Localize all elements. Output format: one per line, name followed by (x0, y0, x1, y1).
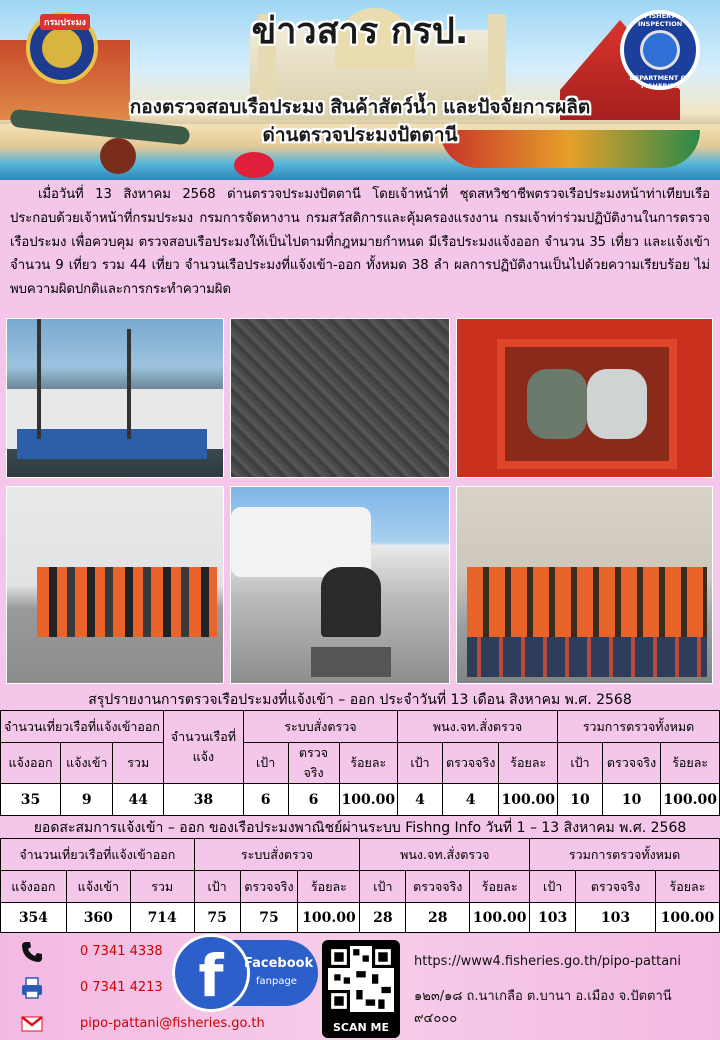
value-in: 360 (66, 903, 130, 933)
header-trips: จำนวนเที่ยวเรือที่แจ้งเข้าออก (1, 839, 195, 871)
value-officer-target: 4 (398, 784, 443, 816)
subheader-percent: ร้อยละ (499, 743, 558, 784)
header-officer-order: พนง.จท.สั่งตรวจ (398, 711, 558, 743)
subheader-percent: ร้อยละ (298, 871, 360, 903)
subheader-actual: ตรวจจริง (288, 743, 339, 784)
value-total-target: 103 (530, 903, 576, 933)
value-vessels: 38 (164, 784, 244, 816)
intro-paragraph: เมื่อวันที่ 13 สิงหาคม 2568 ด่านตรวจประมงปัตตานี โดยเจ้าหน้าที่ ชุดสหวิชาชีพตรวจเรือประมงหน้าท่าเทียบเรือ ประกอบด้วยเจ้าหน้าที่กรมประมง กรมการจัดหางาน กรมสวัสดิการและคุ้มครองแรงงาน กรมเจ้าท่าร่วมปฏิบัติงานในการตรวจเรือประมง เพื่อควบคุม ตรวจสอบเรือประมงให้เป็นไปตามที่กฎหมายกำหนด มีเรือประมงแจ้งออก จำนวน 35 เที่ยว และแจ้งเข้า จำนวน 9 เที่ยว รวม 44 เที่ยว จำนวนเรือประมงที่แจ้งเข้า-ออก ทั้งหมด 38 ลำ ผลการปฏิบัติงานเป็นไปด้วยความเรียบร้อย ไม่พบความผิดปกติและการกระทำความผิด (10, 187, 710, 298)
subheader-actual: ตรวจจริง (442, 743, 499, 784)
contact-footer (0, 934, 720, 1040)
qr-code-icon (328, 946, 394, 1012)
subheader-percent: ร้อยละ (339, 743, 398, 784)
header-system-order: ระบบสั่งตรวจ (243, 711, 397, 743)
division-name: กองตรวจสอบเรือประมง สินค้าสัตว์น้ำ และปัจจัยการผลิต (129, 96, 591, 118)
value-system-actual: 75 (240, 903, 298, 933)
logo-left-text: กรมประมง (40, 14, 90, 30)
facebook-icon: f (172, 934, 250, 1012)
office-name: ด่านตรวจประมงปัตตานี (262, 124, 458, 146)
photo-document-check (230, 486, 450, 684)
subheader-percent: ร้อยละ (470, 871, 530, 903)
value-sum: 714 (130, 903, 194, 933)
logo-right-text-bottom: DEPARTMENT OF FISHERIES (629, 74, 691, 90)
subheader-target: เป้า (194, 871, 240, 903)
value-officer-actual: 28 (406, 903, 470, 933)
daily-report-table (0, 710, 720, 816)
subheader-out: แจ้งออก (1, 743, 61, 784)
value-sum: 44 (113, 784, 164, 816)
photo-crew-lineup (456, 486, 713, 684)
header-total-inspection: รวมการตรวจทั้งหมด (530, 839, 720, 871)
subheader-percent: ร้อยละ (655, 871, 719, 903)
subheader-target: เป้า (243, 743, 288, 784)
header-trips: จำนวนเที่ยวเรือที่แจ้งเข้าออก (1, 711, 164, 743)
subheader-in: แจ้งเข้า (61, 743, 113, 784)
value-officer-actual: 4 (442, 784, 499, 816)
value-out: 354 (1, 903, 67, 933)
qr-code[interactable] (322, 940, 400, 1038)
value-total-target: 10 (558, 784, 603, 816)
value-system-actual: 6 (288, 784, 339, 816)
value-total-percent: 100.00 (661, 784, 720, 816)
phone-icon (20, 940, 44, 964)
header-vessels: จำนวนเรือที่แจ้ง (164, 711, 244, 784)
fax-number[interactable]: 0 7341 4213 (80, 980, 163, 995)
subheader-percent: ร้อยละ (661, 743, 720, 784)
value-system-percent: 100.00 (298, 903, 360, 933)
value-in: 9 (61, 784, 113, 816)
subheader-in: แจ้งเข้า (66, 871, 130, 903)
subheader-sum: รวม (113, 743, 164, 784)
subheader-actual: ตรวจจริง (576, 871, 656, 903)
photo-fishing-nets (230, 318, 450, 478)
photo-fishing-boats (6, 318, 224, 478)
cumulative-report-caption: ยอดสะสมการแจ้งเข้า – ออก ของเรือประมงพาณิชย์ผ่านระบบ Fishng Info วันที่ 1 – 13 สิงหาคม พ.ศ. 2568 (33, 820, 687, 836)
subheader-sum: รวม (130, 871, 194, 903)
value-total-actual: 103 (576, 903, 656, 933)
subheader-target: เป้า (558, 743, 603, 784)
website-link[interactable]: https://www4.fisheries.go.th/pipo-pattani (414, 954, 682, 969)
phone-number-1[interactable]: 0 7341 4338 (80, 944, 163, 959)
value-system-target: 6 (243, 784, 288, 816)
subheader-target: เป้า (398, 743, 443, 784)
newsletter-title: ข่าวสาร กรป. (251, 11, 469, 52)
value-officer-percent: 100.00 (470, 903, 530, 933)
value-officer-percent: 100.00 (499, 784, 558, 816)
header-system-order: ระบบสั่งตรวจ (194, 839, 360, 871)
fax-icon (20, 976, 44, 1000)
value-total-percent: 100.00 (655, 903, 719, 933)
value-system-target: 75 (194, 903, 240, 933)
subheader-actual: ตรวจจริง (240, 871, 298, 903)
facebook-sub-label: fanpage (256, 976, 297, 987)
daily-report-caption: สรุปรายงานการตรวจเรือประมงที่แจ้งเข้า – ออก ประจำวันที่ 13 เดือน สิงหาคม พ.ศ. 2568 (88, 692, 632, 708)
photo-fish-hold (456, 318, 713, 478)
header-banner (0, 0, 720, 180)
mail-icon (20, 1012, 44, 1036)
value-system-percent: 100.00 (339, 784, 398, 816)
header-officer-order: พนง.จท.สั่งตรวจ (360, 839, 530, 871)
logo-right-text-top: FISHERY INSPECTION (637, 12, 683, 28)
facebook-label: Facebook (244, 956, 314, 971)
hibiscus-flower-icon (234, 152, 274, 178)
cumulative-report-table (0, 838, 720, 933)
subheader-target: เป้า (360, 871, 406, 903)
header-total-inspection: รวมการตรวจทั้งหมด (558, 711, 720, 743)
office-address: ๑๒๓/๑๘ ถ.นาเกลือ ต.บานา อ.เมือง จ.ปัตตานี ๙๔๐๐๐ (414, 989, 672, 1026)
email-address[interactable]: pipo-pattani@fisheries.go.th (80, 1016, 265, 1031)
subheader-target: เป้า (530, 871, 576, 903)
subheader-actual: ตรวจจริง (406, 871, 470, 903)
facebook-fanpage-button[interactable] (172, 940, 318, 1010)
photo-inspection-team (6, 486, 224, 684)
subheader-out: แจ้งออก (1, 871, 67, 903)
value-officer-target: 28 (360, 903, 406, 933)
subheader-actual: ตรวจจริง (602, 743, 661, 784)
value-out: 35 (1, 784, 61, 816)
value-total-actual: 10 (602, 784, 661, 816)
scan-me-label: SCAN ME (332, 1021, 389, 1034)
